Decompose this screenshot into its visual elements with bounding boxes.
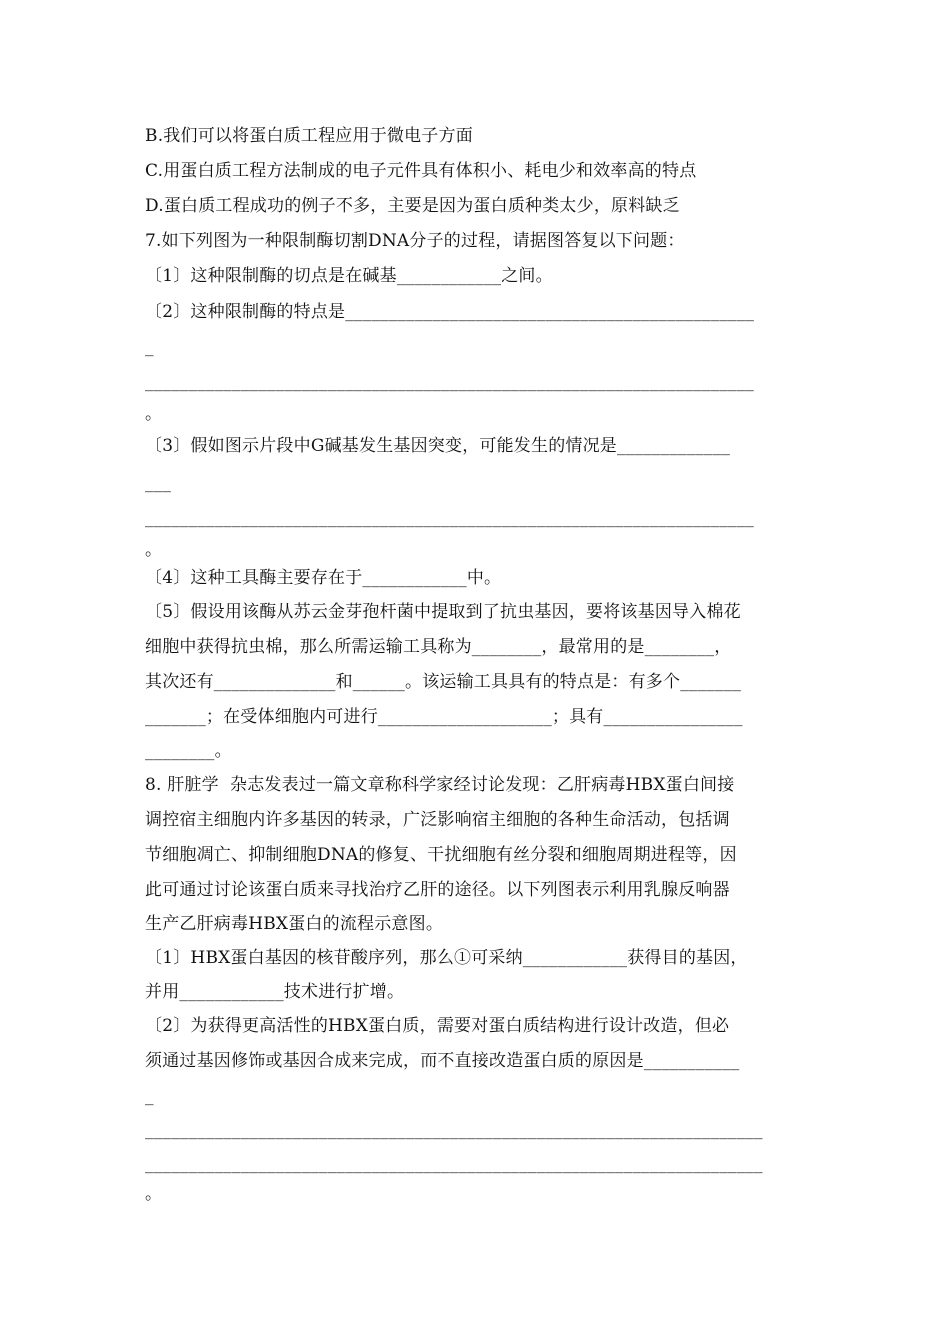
question-7-part-2: 〔2〕这种限制酶的特点是_______________________________________________ [145, 302, 755, 322]
question-7-part-3: 〔3〕假如图示片段中G碱基发生基因突变，可能发生的情况是_____________ [145, 436, 731, 456]
answer-blank-line: ___ [145, 473, 172, 493]
question-7-part-5-cont: ________。 [145, 741, 232, 761]
period-mark: 。 [145, 404, 163, 424]
answer-blank-line: ______________________________________________________________________ [145, 372, 754, 392]
answer-blank-line: _ [145, 337, 154, 357]
question-7-part-5-cont: 其次还有______________和______。该运输工具具有的特点是：有多个_______ [145, 672, 742, 692]
question-7-stem: 7.如下列图为一种限制酶切割DNA分子的过程，请据图答复以下问题： [145, 231, 685, 251]
question-8-stem-cont: 生产乙肝病毒HBX蛋白的流程示意图。 [145, 914, 444, 934]
question-8-part-2-cont: 须通过基因修饰或基因合成来完成，而不直接改造蛋白质的原因是___________ [145, 1051, 740, 1071]
period-mark: 。 [145, 540, 163, 560]
question-7-part-1: 〔1〕这种限制酶的切点是在碱基____________之间。 [145, 266, 553, 286]
period-mark: 。 [145, 1184, 163, 1204]
option-c-text: C.用蛋白质工程方法制成的电子元件具有体积小、耗电少和效率高的特点 [145, 161, 697, 181]
question-8-stem: 8. 肝脏学 杂志发表过一篇文章称科学家经讨论发现：乙肝病毒HBX蛋白间接 [145, 775, 735, 795]
answer-blank-line: _______________________________________________________________________ [145, 1154, 763, 1174]
question-7-part-5-cont: 细胞中获得抗虫棉，那么所需运输工具称为________，最常用的是________， [145, 637, 732, 657]
question-8-stem-cont: 节细胞凋亡、抑制细胞DNA的修复、干扰细胞有丝分裂和细胞周期进程等，因 [145, 845, 737, 865]
answer-blank-line: ______________________________________________________________________ [145, 508, 754, 528]
question-8-part-1-cont: 并用____________技术进行扩增。 [145, 982, 405, 1002]
question-8-stem-cont: 此可通过讨论该蛋白质来寻找治疗乙肝的途径。以下列图表示利用乳腺反响器 [145, 880, 730, 900]
question-8-part-1: 〔1〕HBX蛋白基因的核苷酸序列，那么①可采纳____________获得目的基因， [145, 948, 748, 968]
option-d-text: D.蛋白质工程成功的例子不多，主要是因为蛋白质种类太少，原料缺乏 [145, 196, 680, 216]
question-7-part-4: 〔4〕这种工具酶主要存在于____________中。 [145, 568, 502, 588]
question-8-part-2: 〔2〕为获得更高活性的HBX蛋白质，需要对蛋白质结构进行设计改造，但必 [145, 1016, 730, 1036]
question-7-part-5: 〔5〕假设用该酶从苏云金芽孢杆菌中提取到了抗虫基因，要将该基因导入棉花 [145, 602, 741, 622]
answer-blank-line: _ [145, 1086, 154, 1106]
option-b-text: B.我们可以将蛋白质工程应用于微电子方面 [145, 126, 473, 146]
question-7-part-5-cont: _______；在受体细胞内可进行____________________；具有________________ [145, 707, 743, 727]
question-8-stem-cont: 调控宿主细胞内许多基因的转录，广泛影响宿主细胞的各种生命活动，包括调 [145, 810, 730, 830]
document-page [145, 0, 815, 1344]
answer-blank-line: _______________________________________________________________________ [145, 1120, 763, 1140]
